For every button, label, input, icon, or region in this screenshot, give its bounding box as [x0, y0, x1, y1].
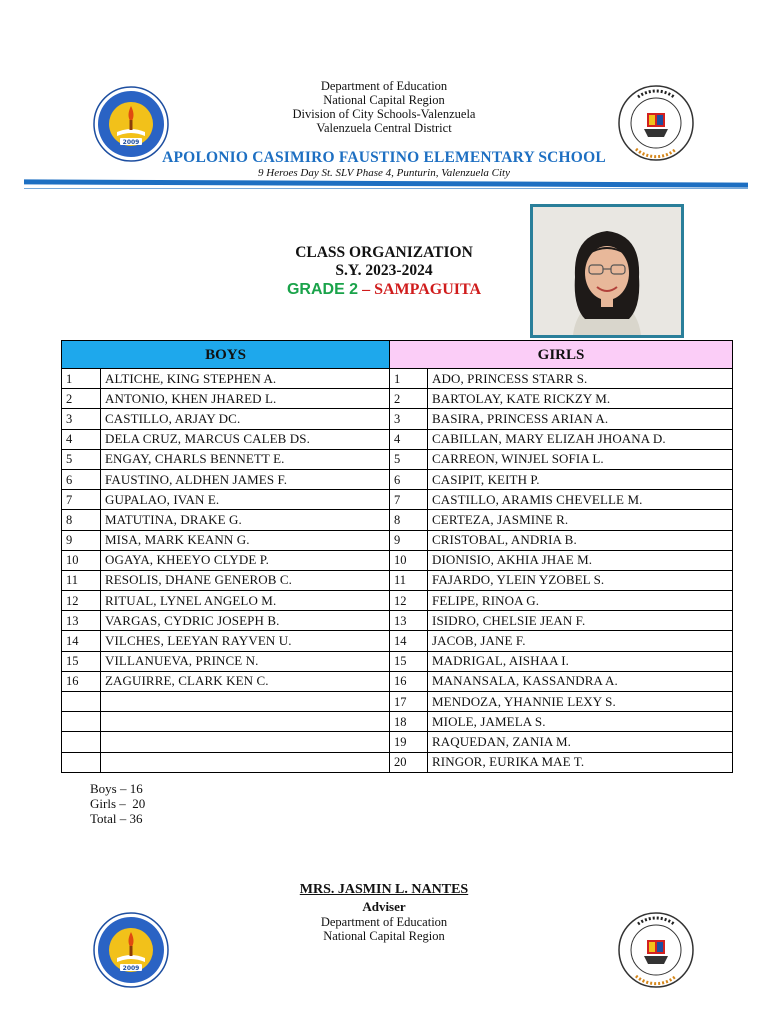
- boy-number: 2: [62, 389, 101, 409]
- girl-number: 16: [390, 671, 428, 691]
- girl-name: FELIPE, RINOA G.: [428, 591, 733, 611]
- header-line-deped: Department of Education: [320, 79, 448, 93]
- girl-number: 5: [390, 449, 428, 469]
- boy-name: GUPALAO, IVAN E.: [101, 490, 390, 510]
- girl-number: 9: [390, 530, 428, 550]
- table-row: [62, 671, 733, 691]
- girl-name: CABILLAN, MARY ELIZAH JHOANA D.: [428, 429, 733, 449]
- boy-name: [101, 752, 390, 772]
- logo-year-text-bottom: 2009: [122, 965, 140, 972]
- girl-number: 12: [390, 591, 428, 611]
- boy-name: CASTILLO, ARJAY DC.: [101, 409, 390, 429]
- boy-name: DELA CRUZ, MARCUS CALEB DS.: [101, 429, 390, 449]
- table-header-row: [62, 341, 733, 369]
- boy-number: 11: [62, 570, 101, 590]
- table-row: [62, 530, 733, 550]
- adviser-role: Adviser: [362, 899, 406, 914]
- boy-name: [101, 712, 390, 732]
- boy-name: VARGAS, CYDRIC JOSEPH B.: [101, 611, 390, 631]
- girls-total: Girls – 20: [90, 796, 146, 811]
- boy-name: ZAGUIRRE, CLARK KEN C.: [101, 671, 390, 691]
- header-line-division: Division of City Schools-Valenzuela: [292, 107, 476, 121]
- boy-number: 10: [62, 550, 101, 570]
- girl-number: 15: [390, 651, 428, 671]
- school-name: APOLONIO CASIMIRO FAUSTINO ELEMENTARY SCHOOL: [162, 149, 606, 166]
- adviser-name: MRS. JASMIN L. NANTES: [299, 882, 469, 897]
- girl-number: 6: [390, 469, 428, 489]
- table-row: [62, 510, 733, 530]
- girl-name: MIOLE, JAMELA S.: [428, 712, 733, 732]
- document-title: CLASS ORGANIZATION: [295, 244, 473, 261]
- totals-block: [90, 781, 145, 826]
- girl-name: CRISTOBAL, ANDRIA B.: [428, 530, 733, 550]
- boy-number: 1: [62, 369, 101, 389]
- boys-column-header: BOYS: [62, 341, 390, 369]
- table-row: [62, 611, 733, 631]
- adviser-photo: [530, 204, 684, 338]
- table-row: [62, 692, 733, 712]
- girl-name: CARREON, WINJEL SOFIA L.: [428, 449, 733, 469]
- girl-name: JACOB, JANE F.: [428, 631, 733, 651]
- girl-name: RAQUEDAN, ZANIA M.: [428, 732, 733, 752]
- girl-number: 10: [390, 550, 428, 570]
- boy-name: ENGAY, CHARLS BENNETT E.: [101, 449, 390, 469]
- boy-name: RITUAL, LYNEL ANGELO M.: [101, 591, 390, 611]
- girl-name: FAJARDO, YLEIN YZOBEL S.: [428, 570, 733, 590]
- table-row: [62, 591, 733, 611]
- girl-number: 2: [390, 389, 428, 409]
- boy-number: 15: [62, 651, 101, 671]
- boy-number: 14: [62, 631, 101, 651]
- boy-number: 12: [62, 591, 101, 611]
- girl-number: 18: [390, 712, 428, 732]
- grade-label: GRADE 2: [286, 281, 359, 298]
- grade-section: [230, 281, 538, 299]
- boy-name: OGAYA, KHEEYO CLYDE P.: [101, 550, 390, 570]
- girl-number: 4: [390, 429, 428, 449]
- girl-number: 19: [390, 732, 428, 752]
- section-label: SAMPAGUITA: [374, 281, 482, 298]
- boy-name: ANTONIO, KHEN JHARED L.: [101, 389, 390, 409]
- girl-number: 8: [390, 510, 428, 530]
- girl-name: BASIRA, PRINCESS ARIAN A.: [428, 409, 733, 429]
- table-row: [62, 550, 733, 570]
- boy-number: 8: [62, 510, 101, 530]
- header-line-region: National Capital Region: [323, 93, 445, 107]
- girl-name: CASIPIT, KEITH P.: [428, 469, 733, 489]
- boy-name: RESOLIS, DHANE GENEROB C.: [101, 570, 390, 590]
- girl-name: DIONISIO, AKHIA JHAE M.: [428, 550, 733, 570]
- logo-year-text: 2009: [122, 139, 140, 146]
- school-address: 9 Heroes Day St. SLV Phase 4, Punturin, Valenzuela City: [258, 167, 510, 179]
- boy-number: 9: [62, 530, 101, 550]
- table-row: [62, 409, 733, 429]
- girls-column-header: GIRLS: [390, 341, 733, 369]
- table-row: [62, 469, 733, 489]
- school-year: S.Y. 2023-2024: [335, 262, 433, 279]
- table-row: [62, 490, 733, 510]
- girl-number: 13: [390, 611, 428, 631]
- table-row: [62, 712, 733, 732]
- boy-number: [62, 712, 101, 732]
- footer-line-region: National Capital Region: [323, 929, 445, 943]
- girl-name: MENDOZA, YHANNIE LEXY S.: [428, 692, 733, 712]
- grade-dash: –: [362, 281, 371, 298]
- table-row: [62, 631, 733, 651]
- boys-total: Boys – 16: [90, 781, 143, 796]
- table-row: [62, 570, 733, 590]
- boy-name: VILLANUEVA, PRINCE N.: [101, 651, 390, 671]
- boy-number: [62, 692, 101, 712]
- school-logo-bottom: [93, 912, 169, 988]
- girl-number: 11: [390, 570, 428, 590]
- girl-name: MANANSALA, KASSANDRA A.: [428, 671, 733, 691]
- table-row: [62, 651, 733, 671]
- girl-name: CERTEZA, JASMINE R.: [428, 510, 733, 530]
- boy-number: 13: [62, 611, 101, 631]
- boy-name: [101, 692, 390, 712]
- boy-number: 6: [62, 469, 101, 489]
- boy-name: ALTICHE, KING STEPHEN A.: [101, 369, 390, 389]
- boy-name: [101, 732, 390, 752]
- girl-name: ADO, PRINCESS STARR S.: [428, 369, 733, 389]
- girl-name: MADRIGAL, AISHAA I.: [428, 651, 733, 671]
- girl-name: ISIDRO, CHELSIE JEAN F.: [428, 611, 733, 631]
- girl-number: 20: [390, 752, 428, 772]
- table-row: [62, 449, 733, 469]
- boy-name: MATUTINA, DRAKE G.: [101, 510, 390, 530]
- class-total: Total – 36: [90, 811, 143, 826]
- class-roster-table: [61, 340, 733, 773]
- girl-number: 1: [390, 369, 428, 389]
- table-row: [62, 429, 733, 449]
- table-row: [62, 369, 733, 389]
- boy-number: 4: [62, 429, 101, 449]
- girl-name: BARTOLAY, KATE RICKZY M.: [428, 389, 733, 409]
- table-row: [62, 389, 733, 409]
- boy-number: 7: [62, 490, 101, 510]
- boy-number: 5: [62, 449, 101, 469]
- girl-number: 7: [390, 490, 428, 510]
- boy-number: 3: [62, 409, 101, 429]
- girl-number: 14: [390, 631, 428, 651]
- footer-line-deped: Department of Education: [320, 915, 448, 929]
- boy-name: FAUSTINO, ALDHEN JAMES F.: [101, 469, 390, 489]
- header-divider: [24, 179, 748, 187]
- header-line-district: Valenzuela Central District: [316, 121, 452, 135]
- table-row: [62, 732, 733, 752]
- girl-number: 17: [390, 692, 428, 712]
- girl-number: 3: [390, 409, 428, 429]
- boy-number: [62, 752, 101, 772]
- boy-number: [62, 732, 101, 752]
- table-row: [62, 752, 733, 772]
- boy-name: VILCHES, LEEYAN RAYVEN U.: [101, 631, 390, 651]
- boy-number: 16: [62, 671, 101, 691]
- girl-name: RINGOR, EURIKA MAE T.: [428, 752, 733, 772]
- header-divider-thin: [24, 188, 748, 189]
- boy-name: MISA, MARK KEANN G.: [101, 530, 390, 550]
- girl-name: CASTILLO, ARAMIS CHEVELLE M.: [428, 490, 733, 510]
- division-seal-bottom: [618, 912, 694, 988]
